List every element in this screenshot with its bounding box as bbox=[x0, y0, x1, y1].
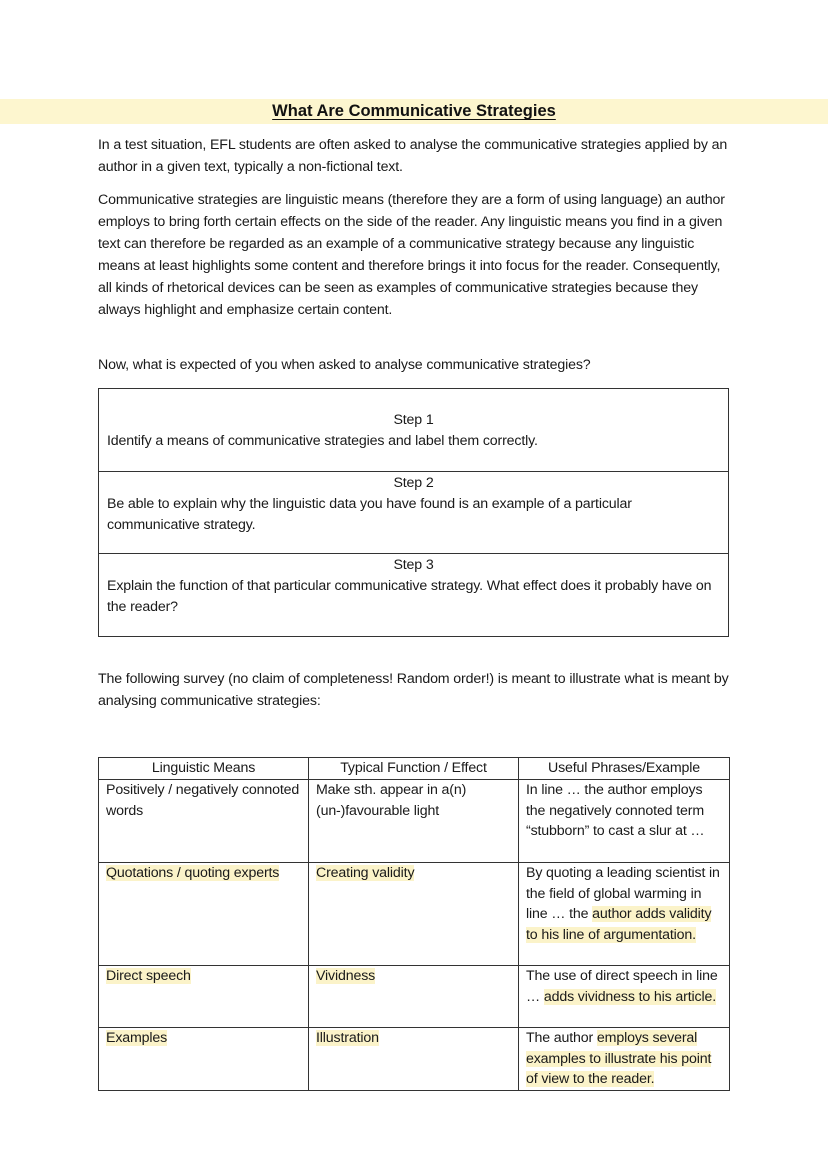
cell-means: Positively / negatively connoted words bbox=[99, 780, 309, 863]
cell-function bbox=[309, 966, 519, 1028]
table-row bbox=[99, 780, 730, 863]
example-text: The author bbox=[526, 1030, 597, 1046]
highlighted-text: Illustration bbox=[316, 1030, 379, 1046]
step-1-label: Step 1 bbox=[393, 412, 434, 428]
cell-example bbox=[519, 966, 730, 1028]
cell-function bbox=[309, 1028, 519, 1091]
example-text: The use of direct speech in line … bbox=[526, 968, 718, 1005]
cell-means bbox=[99, 1028, 309, 1091]
table-row bbox=[99, 1028, 730, 1091]
highlighted-text: Creating validity bbox=[316, 865, 415, 881]
header-useful-phrases: Useful Phrases/Example bbox=[519, 758, 730, 780]
question-paragraph: Now, what is expected of you when asked to analyse communicative strategies? bbox=[98, 357, 591, 373]
page-title: What Are Communicative Strategies bbox=[272, 102, 556, 120]
step-2-text: Be able to explain why the linguistic data you have found is an example of a particular communicative strategy. bbox=[107, 496, 632, 533]
header-linguistic-means: Linguistic Means bbox=[99, 758, 309, 780]
cell-means bbox=[99, 966, 309, 1028]
step-3 bbox=[99, 554, 728, 636]
step-3-label: Step 3 bbox=[393, 557, 434, 573]
table-row bbox=[99, 863, 730, 966]
cell-example bbox=[519, 1028, 730, 1091]
intro-paragraph: In a test situation, EFL students are often asked to analyse the communicative strategies applied by an author in a given text, typically a non-fictional text. bbox=[98, 137, 728, 175]
cell-means bbox=[99, 863, 309, 966]
cell-function: Make sth. appear in a(n) (un-)favourable light bbox=[309, 780, 519, 863]
highlighted-text: Vividness bbox=[316, 968, 376, 984]
step-3-text: Explain the function of that particular communicative strategy. What effect does it probably have on the reader? bbox=[107, 578, 712, 615]
highlighted-text: Examples bbox=[106, 1030, 168, 1046]
step-1-text: Identify a means of communicative strategies and label them correctly. bbox=[107, 433, 538, 449]
highlighted-text: employs several examples to illustrate his point of view to the reader. bbox=[526, 1030, 712, 1088]
survey-intro-paragraph: The following survey (no claim of completeness! Random order!) is meant to illustrate what is meant by analysing communicative strategies: bbox=[98, 671, 729, 709]
highlighted-text: adds vividness to his article. bbox=[543, 988, 716, 1005]
cell-example: In line … the author employs the negatively connoted term “stubborn” to cast a slur at … bbox=[519, 780, 730, 863]
highlighted-text: author adds validity to his line of argumentation. bbox=[526, 906, 712, 943]
cell-example bbox=[519, 863, 730, 966]
example-text: By quoting a leading scientist in the field of global warming in line … the bbox=[526, 865, 720, 923]
step-1 bbox=[99, 389, 728, 472]
cell-function bbox=[309, 863, 519, 966]
steps-box bbox=[98, 388, 729, 637]
step-2 bbox=[99, 472, 728, 554]
highlighted-text: Direct speech bbox=[106, 968, 191, 984]
definition-paragraph: Communicative strategies are linguistic means (therefore they are a form of using language) an author employs to bring forth certain effects on the side of the reader. Any linguistic means you find in a given text can therefore be regarded as an example of a communicative strategy because any linguistic means at least highlights some content and therefore brings it into focus for the reader. Consequently, all kinds of rhetorical devices can be seen as examples of communicative strategies because they always highlight and emphasize certain content. bbox=[98, 192, 725, 318]
step-2-label: Step 2 bbox=[393, 475, 434, 491]
table-row bbox=[99, 966, 730, 1028]
highlighted-text: Quotations / quoting experts bbox=[106, 865, 280, 881]
table-header-row bbox=[99, 758, 730, 780]
header-typical-function: Typical Function / Effect bbox=[309, 758, 519, 780]
survey-table bbox=[98, 757, 730, 1091]
